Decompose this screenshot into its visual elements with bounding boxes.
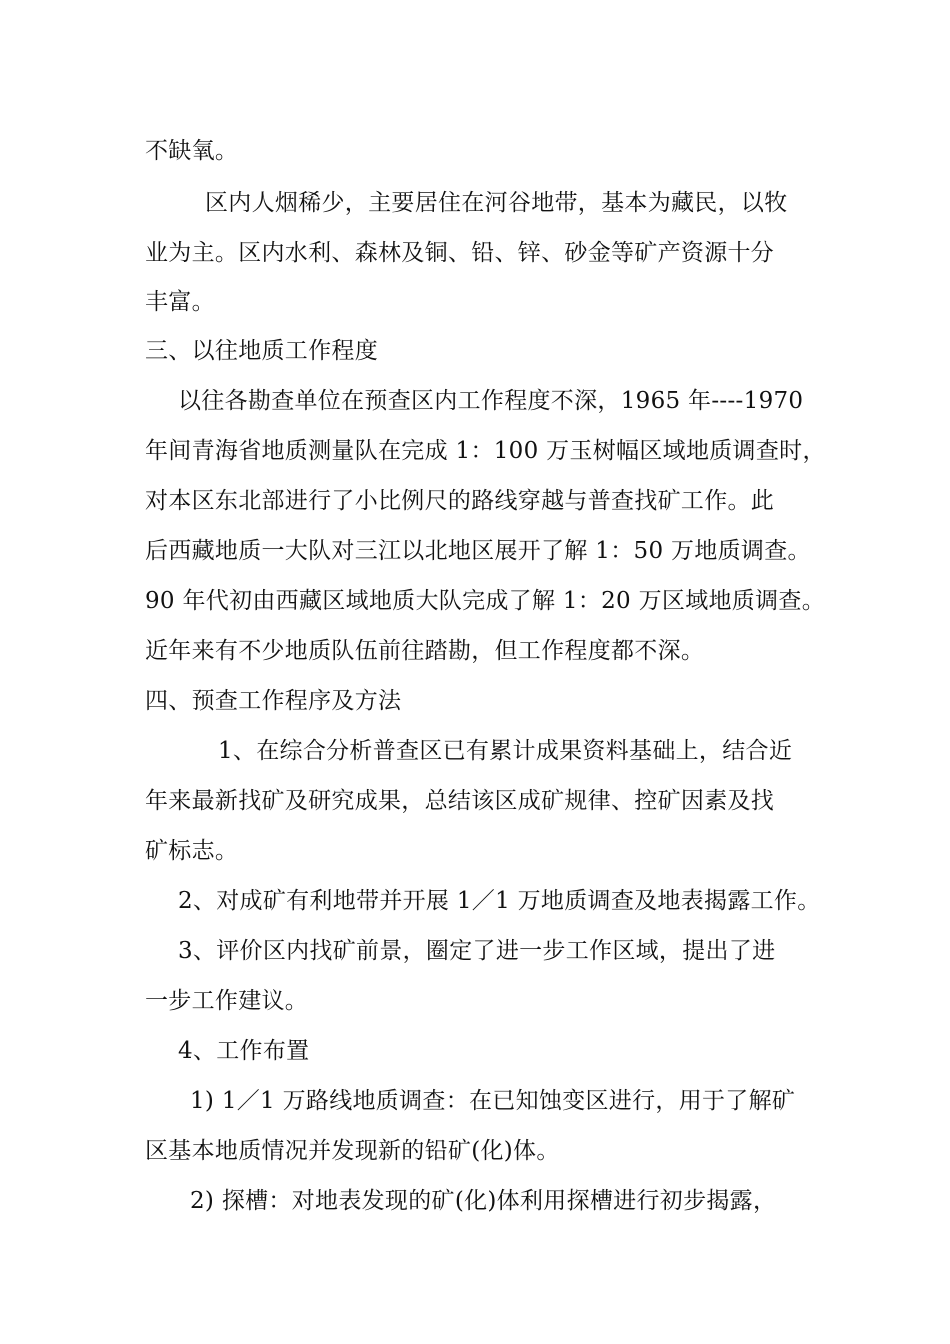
text-line-14: 年来最新找矿及研究成果，总结该区成矿规律、控矿因素及找 <box>145 788 775 814</box>
text-line-6: 以往各勘查单位在预查区内工作程度不深，1965 年----1970 <box>178 388 804 414</box>
text-line-10: 90 年代初由西藏区域地质大队完成了解 1：20 万区域地质调查。 <box>145 588 825 614</box>
text-line-21: 区基本地质情况并发现新的铅矿(化)体。 <box>145 1138 560 1164</box>
text-line-16: 2、对成矿有利地带并开展 1／1 万地质调查及地表揭露工作。 <box>178 888 821 914</box>
text-line-4: 丰富。 <box>145 289 215 315</box>
text-line-15: 矿标志。 <box>145 838 239 864</box>
section-heading-4: 四、预查工作程序及方法 <box>145 688 402 714</box>
text-line-2: 区内人烟稀少，主要居住在河谷地带，基本为藏民，以牧 <box>205 190 788 216</box>
text-line-7: 年间青海省地质测量队在完成 1：100 万玉树幅区域地质调查时， <box>145 438 826 464</box>
section-heading-3: 三、以往地质工作程度 <box>145 338 378 364</box>
text-line-3: 业为主。区内水利、森林及铜、铅、锌、砂金等矿产资源十分 <box>145 240 775 266</box>
text-line-20: 1) 1／1 万路线地质调查：在已知蚀变区进行，用于了解矿 <box>190 1088 796 1114</box>
subheading-work-layout: 4、工作布置 <box>178 1038 310 1064</box>
text-line-13: 1、在综合分析普查区已有累计成果资料基础上，结合近 <box>218 738 793 764</box>
text-line-9: 后西藏地质一大队对三江以北地区展开了解 1：50 万地质调查。 <box>145 538 811 564</box>
text-line-18: 一步工作建议。 <box>145 988 309 1014</box>
text-line-17: 3、评价区内找矿前景，圈定了进一步工作区域，提出了进 <box>178 938 776 964</box>
text-line-8: 对本区东北部进行了小比例尺的路线穿越与普查找矿工作。此 <box>145 488 775 514</box>
text-line-1: 不缺氧。 <box>145 138 239 164</box>
text-line-22: 2) 探槽：对地表发现的矿(化)体利用探槽进行初步揭露， <box>190 1188 777 1214</box>
text-line-11: 近年来有不少地质队伍前往踏勘，但工作程度都不深。 <box>145 638 705 664</box>
